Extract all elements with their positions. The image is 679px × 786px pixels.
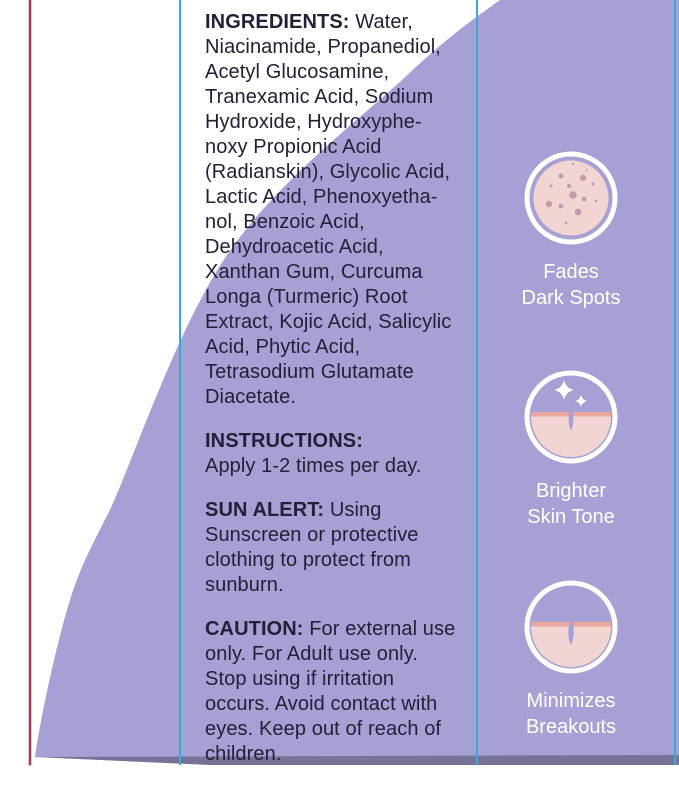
- ingredients-heading: INGREDIENTS:: [205, 11, 350, 33]
- benefit-label-line: Breakouts: [525, 716, 617, 738]
- text-line: Niacinamide, Propanediol,: [205, 36, 441, 58]
- bleed-guide-line-left: [179, 0, 181, 765]
- text-line: noxy Propionic Acid: [205, 136, 382, 158]
- benefit-label: [481, 478, 661, 530]
- dark-spots-icon: [521, 148, 621, 248]
- brighter-skin-tone-icon: [521, 367, 621, 467]
- benefit-label-line: Minimizes: [526, 690, 616, 712]
- benefit-label: [481, 688, 661, 740]
- text-line: only. For Adult use only.: [205, 643, 418, 665]
- sparkles: [554, 380, 587, 407]
- caution-lead: For external use: [303, 618, 456, 640]
- text-line: Diacetate.: [205, 386, 297, 408]
- text-line: Acetyl Glucosamine,: [205, 61, 390, 83]
- ingredients-section: [205, 10, 477, 410]
- text-line: Hydroxide, Hydroxyphe-: [205, 111, 422, 133]
- sun-alert-lines: [205, 523, 477, 598]
- text-line: (Radianskin), Glycolic Acid,: [205, 161, 451, 183]
- text-line: [205, 498, 477, 523]
- benefit-label-line: Fades: [543, 261, 599, 283]
- text-line: clothing to protect from: [205, 549, 411, 571]
- benefit-fades-dark-spots: [481, 148, 661, 311]
- text-line: Lactic Acid, Phenoxyetha-: [205, 186, 438, 208]
- ingredients-lead: Water,: [349, 11, 413, 33]
- benefit-brighter-skin-tone: [481, 367, 661, 530]
- text-line: Acid, Phytic Acid,: [205, 336, 361, 358]
- text-line: [205, 429, 477, 454]
- text-line: Xanthan Gum, Curcuma: [205, 261, 423, 283]
- text-line: Tetrasodium Glutamate: [205, 361, 414, 383]
- text-line: nol, Benzoic Acid,: [205, 211, 365, 233]
- sun-alert-lead: Using: [324, 499, 382, 521]
- text-line: Extract, Kojic Acid, Salicylic: [205, 311, 452, 333]
- label-text-column: [205, 10, 477, 786]
- bleed-guide-line-right: [674, 0, 676, 765]
- ingredients-lines: [205, 35, 477, 410]
- text-line: children.: [205, 743, 282, 765]
- text-line: Stop using if irritation: [205, 668, 395, 690]
- sun-alert-section: [205, 498, 477, 598]
- text-line: Tranexamic Acid, Sodium: [205, 86, 434, 108]
- benefit-label-line: Dark Spots: [521, 287, 621, 309]
- text-line: Longa (Turmeric) Root: [205, 286, 408, 308]
- crop-guide-line-red: [29, 0, 31, 765]
- benefit-label-line: Skin Tone: [527, 506, 615, 528]
- instructions-heading: INSTRUCTIONS:: [205, 430, 363, 452]
- minimizes-breakouts-icon: [521, 577, 621, 677]
- text-line: [205, 617, 477, 642]
- benefit-label-line: Brighter: [535, 480, 607, 502]
- text-line: occurs. Avoid contact with: [205, 693, 438, 715]
- text-line: eyes. Keep out of reach of: [205, 718, 442, 740]
- text-line: Sunscreen or protective: [205, 524, 419, 546]
- text-line: Dehydroacetic Acid,: [205, 236, 384, 258]
- bleed-guide-line-mid: [476, 0, 478, 765]
- caution-lines: [205, 642, 477, 767]
- caution-section: [205, 617, 477, 767]
- benefit-minimizes-breakouts: [481, 577, 661, 740]
- text-line: sunburn.: [205, 574, 284, 596]
- caution-heading: CAUTION:: [205, 618, 304, 640]
- benefit-label: [481, 259, 661, 311]
- instructions-section: [205, 429, 477, 479]
- sun-alert-heading: SUN ALERT:: [205, 499, 325, 521]
- instructions-lines: [205, 454, 477, 479]
- text-line: [205, 10, 477, 35]
- text-line: Apply 1-2 times per day.: [205, 455, 422, 477]
